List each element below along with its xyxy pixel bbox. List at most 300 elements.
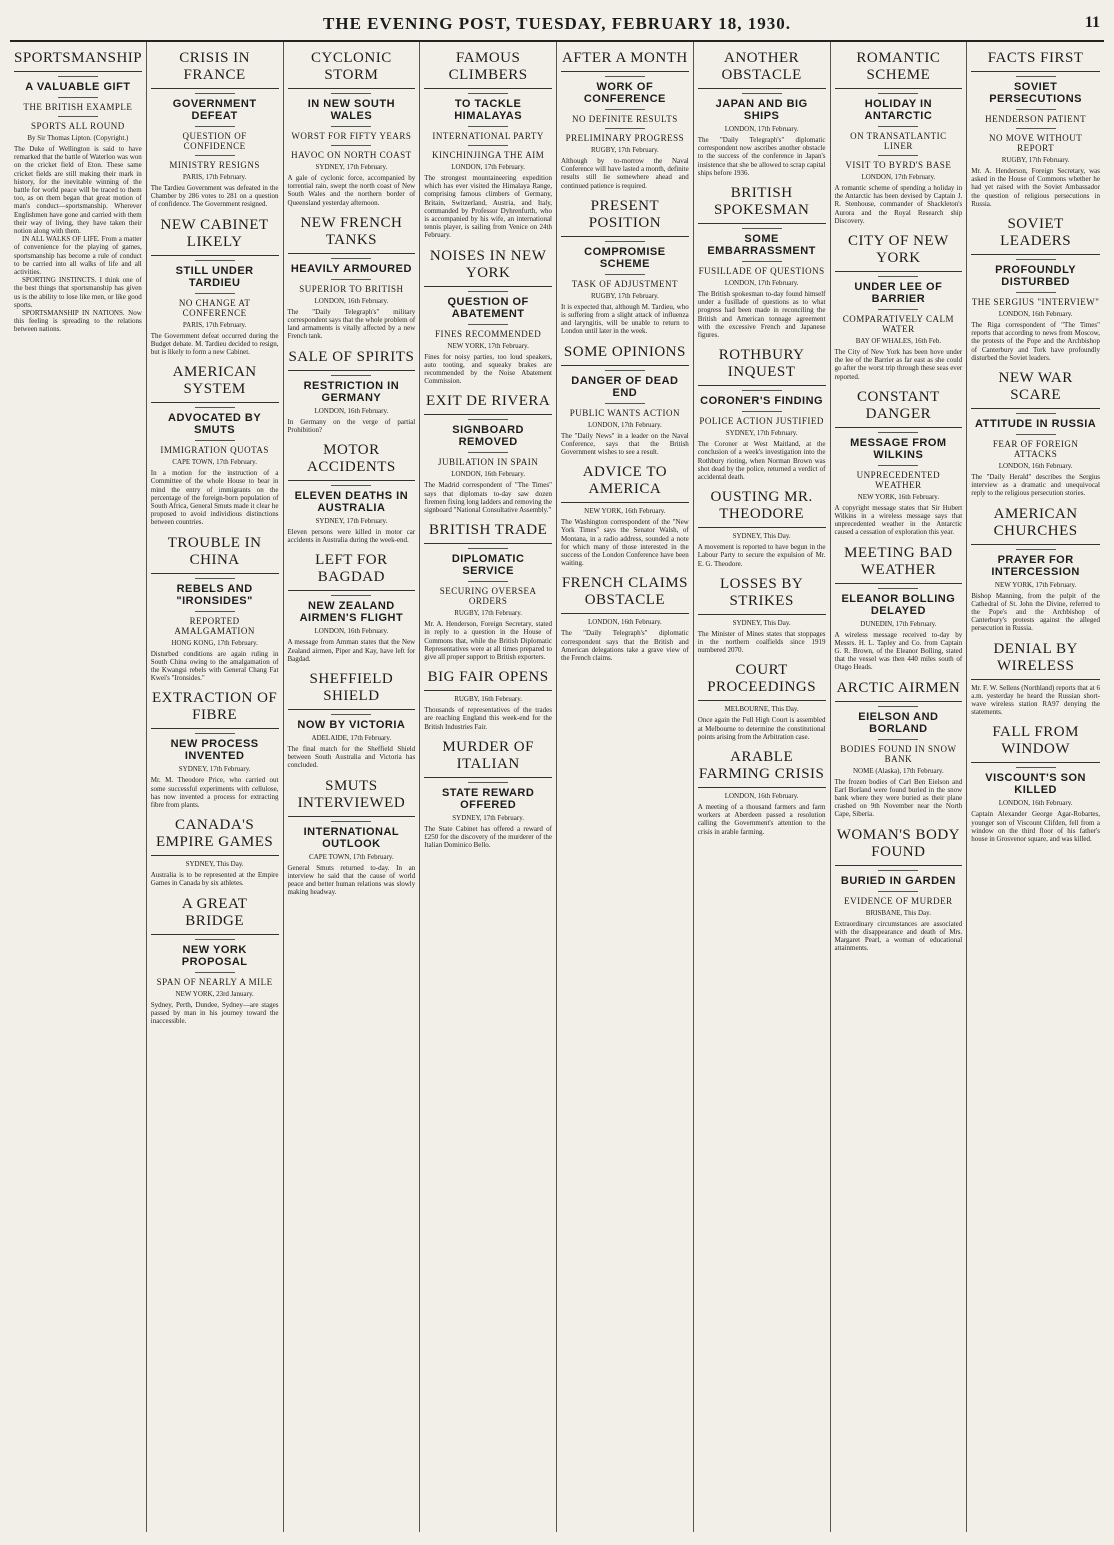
article-paragraph: Disturbed conditions are again ruling in South China owing to the amalgamation of the Kwangsi rebels with General Chang Fat Kwei's "Ironsides."	[150, 649, 279, 683]
divider	[331, 821, 371, 822]
divider	[58, 76, 98, 77]
article-paragraph: Although by to-morrow the Naval Conference will have lasted a month, definite results still lie somewhere ahead and continued patience is required.	[561, 157, 689, 190]
article-subhead: ELEANOR BOLLING DELAYED	[841, 592, 956, 617]
article-paragraph: Bishop Manning, from the pulpit of the Cathedral of St. John the Divine, referred to the Pope's and the Archbishop of Canterbury's protests against the alleged persecution in Russia.	[971, 591, 1100, 633]
article	[14, 50, 142, 334]
article-paragraph: IN ALL WALKS OF LIFE. From a matter of convenience for the playing of games, sportsmanship has become a rule of conduct to be carried into all walks of life and all activities.	[14, 235, 142, 277]
article-headline: FRENCH CLAIMS OBSTACLE	[561, 575, 689, 614]
divider	[742, 411, 782, 412]
page-number: 11	[1084, 14, 1100, 31]
article-paragraph: Sydney, Perth, Dundee, Sydney—are stages passed by man in his journey toward the inaccessible.	[150, 1000, 279, 1026]
article-subhead: FUSILLADE OF QUESTIONS	[698, 266, 825, 277]
article-headline: NEW FRENCH TANKS	[288, 215, 416, 254]
article-headline: AMERICAN SYSTEM	[151, 364, 279, 403]
article-subhead: INTERNATIONAL PARTY	[432, 131, 544, 141]
article-paragraph: SPORTSMANSHIP IN NATIONS. Now this feeling is spreading to the relations between nations.	[14, 309, 142, 334]
article-subhead: THE BRITISH EXAMPLE	[23, 102, 133, 112]
article	[424, 739, 552, 850]
article-paragraph: A message from Amman states that the New Zealand airmen, Piper and Kay, have left for Bagdad.	[287, 638, 416, 663]
divider	[1016, 767, 1056, 768]
divider	[468, 581, 508, 582]
divider	[605, 274, 645, 275]
divider	[605, 241, 645, 242]
article-subhead: JUBILATION IN SPAIN	[438, 457, 539, 468]
divider	[468, 126, 508, 127]
article-headline: CONSTANT DANGER	[835, 389, 963, 428]
article-headline: AFTER A MONTH	[561, 50, 689, 72]
article-subhead: DANGER OF DEAD END	[571, 374, 679, 399]
dateline: NOME (Alaska), 17th February.	[853, 766, 944, 775]
article	[288, 552, 416, 663]
article-subhead: SIGNBOARD REMOVED	[452, 424, 524, 449]
divider	[58, 116, 98, 117]
dateline: LONDON, 17th February.	[724, 279, 799, 288]
article	[971, 50, 1100, 208]
divider	[605, 128, 645, 129]
article	[698, 662, 826, 741]
article-subhead: TASK OF ADJUSTMENT	[571, 278, 679, 289]
article-paragraph: A romantic scheme of spending a holiday in the Antarctic has been devised by Captain J. R. Stenhouse, commander of Shackleton's Aurora and the Royal Research ship Discovery.	[834, 184, 963, 225]
article-paragraph: The "Daily News" in a leader on the Naval Conference, says that the British Government wishes to see a result.	[561, 431, 689, 457]
divider	[331, 93, 371, 94]
article-subhead: EVIDENCE OF MURDER	[844, 895, 953, 906]
article-headline: FALL FROM WINDOW	[971, 724, 1100, 763]
divider	[195, 972, 235, 973]
dateline: MELBOURNE, This Day.	[724, 705, 799, 714]
article-subhead: KINCHINJINGA THE AIM	[431, 150, 545, 160]
article-subhead: FINES RECOMMENDED	[434, 328, 542, 339]
article	[835, 827, 963, 953]
article-subhead: NEW YORK PROPOSAL	[181, 943, 248, 968]
article-headline: LEFT FOR BAGDAD	[288, 552, 416, 591]
dateline: SYDNEY, 17th February.	[315, 163, 388, 171]
article-paragraph: Fines for noisy parties, too loud speakers, auto tooting, and squeaky brakes are recommended by the Noise Abatement Commission.	[424, 352, 552, 386]
article-headline: BRITISH SPOKESMAN	[698, 185, 826, 224]
article-paragraph: Mr. F. W. Sellens (Northland) reports that at 6 a.m. yesterday he heard the Russian short-wave wireless station RA97 denying the statements.	[971, 683, 1100, 717]
article	[151, 817, 279, 887]
divider	[195, 578, 235, 579]
article-subhead: A VALUABLE GIFT	[25, 81, 131, 93]
dateline: LONDON, 16th February.	[998, 310, 1073, 319]
article-subhead: COMPROMISE SCHEME	[584, 245, 666, 270]
article-headline: LOSSES BY STRIKES	[698, 576, 826, 615]
article-subhead: UNPRECEDENTED WEATHER	[856, 469, 941, 490]
article-paragraph: A wireless message received to-day by Messrs. H. L. Tapley and Co. from Captain G. R. Brown, of the Eleanor Bolling, stated that the vessel was then 440 miles south of Otago Heads.	[834, 630, 963, 672]
article-subhead: REBELS AND "IRONSIDES"	[176, 582, 253, 607]
article-subhead: ATTITUDE IN RUSSIA	[975, 418, 1097, 431]
article-subhead: SUPERIOR TO BRITISH	[299, 283, 404, 294]
article	[835, 389, 963, 537]
article-subhead: GOVERNMENT DEFEAT	[172, 98, 257, 122]
article-paragraph: Eleven persons were killed in motor car accidents in Australia during the week-end.	[287, 528, 416, 545]
divider	[468, 782, 508, 783]
divider	[878, 276, 918, 277]
dateline: RUGBY, 17th February.	[454, 609, 523, 618]
dateline: LONDON, 16th February.	[724, 792, 799, 801]
article-subhead: QUESTION OF ABATEMENT	[447, 295, 529, 320]
article-headline: NEW WAR SCARE	[971, 370, 1100, 409]
news-column	[694, 42, 831, 1532]
article-headline: ADVICE TO AMERICA	[561, 464, 689, 503]
article-paragraph: Mr. A. Henderson, Foreign Secretary, was asked in the House of Commons whether he had yet raised with the Soviet Ambassador the question of religious persecutions in Russia.	[971, 167, 1100, 208]
dateline: DUNEDIN, 17th February.	[860, 619, 937, 628]
article-headline: SMUTS INTERVIEWED	[288, 778, 416, 817]
dateline: RUGBY, 17th February.	[590, 291, 659, 300]
article-paragraph: The Madrid correspondent of "The Times" says that diplomats to-day saw dozen firemen fixing long ladders and removing the signboard "National Consultative Assembly."	[424, 481, 552, 515]
divider	[878, 465, 918, 466]
dateline: SYDNEY, This Day.	[732, 532, 791, 541]
article-subhead: HEAVILY ARMOURED	[290, 262, 412, 275]
article-paragraph: Extraordinary circumstances are associated with the disappearance and death of Mrs. Margaret Pearl, a woman of educational attainments.	[834, 919, 963, 953]
article	[424, 393, 552, 514]
article-headline: OUSTING MR. THEODORE	[698, 489, 826, 528]
article	[288, 50, 416, 207]
article-headline: BIG FAIR OPENS	[424, 669, 552, 691]
article-headline: CYCLONIC STORM	[288, 50, 416, 89]
divider	[195, 293, 235, 294]
article-paragraph: Thousands of representatives of the trades are reaching England this week-end for the British Industries Fair.	[424, 706, 552, 731]
article-headline: ROTHBURY INQUEST	[698, 347, 826, 386]
divider	[331, 375, 371, 376]
article-paragraph: The "Daily Telegraph's" diplomatic correspondent says that the British and American delegations take a grave view of the French claims.	[561, 629, 689, 663]
article	[971, 724, 1100, 843]
article	[151, 535, 279, 683]
article-paragraph: A copyright message states that Sir Hubert Wilkins in a wireless message says that unprecedented weather in the Antarctic caused a cessation of exploration this year.	[834, 503, 963, 537]
article	[971, 641, 1100, 717]
article-paragraph: Australia is to be represented at the Empire Games in Canada by six athletes.	[150, 871, 279, 888]
article-headline: NOISES IN NEW YORK	[424, 248, 552, 287]
divider	[195, 126, 235, 127]
article-subhead: NOW BY VICTORIA	[297, 719, 406, 732]
article-headline: PRESENT POSITION	[561, 198, 689, 237]
article-headline: SHEFFIELD SHIELD	[288, 671, 416, 710]
divider	[195, 155, 235, 156]
article-headline: WOMAN'S BODY FOUND	[835, 827, 963, 866]
article-headline: FAMOUS CLIMBERS	[424, 50, 552, 89]
article-subhead: SOME EMBARRASSMENT	[707, 233, 816, 258]
article	[151, 217, 279, 357]
article-subhead: PRELIMINARY PROGRESS	[565, 133, 685, 143]
article	[698, 576, 826, 655]
article	[288, 442, 416, 544]
dateline: NEW YORK, 16th February.	[584, 507, 666, 516]
article	[561, 50, 689, 190]
divider	[605, 76, 645, 77]
article-subhead: DIPLOMATIC SERVICE	[451, 553, 525, 578]
divider	[195, 611, 235, 612]
article-paragraph: The Government defeat occurred during the Budget debate. M. Tardieu decided to resign, but is likely to form a new Cabinet.	[150, 331, 279, 357]
article-subhead: HENDERSON PATIENT	[985, 114, 1087, 124]
article	[424, 248, 552, 386]
article-headline: MEETING BAD WEATHER	[835, 545, 963, 584]
newspaper-title: THE EVENING POST, TUESDAY, FEBRUARY 18, 1930.	[323, 14, 791, 33]
article	[288, 778, 416, 897]
article-subhead: BODIES FOUND IN SNOW BANK	[840, 743, 957, 764]
article-paragraph: It is expected that, although M. Tardieu, who is suffering from a slight attack of influenza and laryngitis, will be unable to return to London until later in the week.	[561, 302, 689, 336]
article-subhead: SPAN OF NEARLY A MILE	[156, 976, 273, 987]
article-headline: NEW CABINET LIKELY	[151, 217, 279, 256]
article-paragraph: The British spokesman to-day found himself under a fusillade of questions as to what progress had been made in reconciling the British and American tonnage agreement with the excessive French and Japanese figures.	[697, 290, 826, 340]
divider	[742, 390, 782, 391]
divider	[742, 261, 782, 262]
article-paragraph: Mr. A. Henderson, Foreign Secretary, stated in reply to a question in the House of Commons that, while the British Diplomatic Representatives were at all times prepared to give all proper support to British exporters.	[424, 620, 552, 662]
article-paragraph: A meeting of a thousand farmers and farm workers at Aberdeen passed a resolution calling the Government's attention to the crisis in arable farming.	[697, 803, 826, 836]
article-headline: ROMANTIC SCHEME	[835, 50, 963, 89]
article-subhead: FEAR OF FOREIGN ATTACKS	[992, 439, 1079, 460]
article	[561, 344, 689, 457]
divider	[605, 403, 645, 404]
article	[835, 50, 963, 225]
divider	[331, 258, 371, 259]
article	[424, 522, 552, 661]
article-paragraph: General Smuts returned to-day. In an interview he said that the cause of world peace and better human relations was slowly making headway.	[287, 863, 416, 897]
news-column	[831, 42, 968, 1532]
article-subhead: NEW PROCESS INVENTED	[170, 738, 259, 763]
divider	[742, 228, 782, 229]
article-paragraph: In a motion for the instruction of a Committee of the whole House to bear in mind the entry of immigrants on the percentage of the foreign-born population of South Africa, General Smuts made it clear he proposed to avoid individious distinctions between countries.	[150, 469, 279, 527]
byline: By Sir Thomas Lipton. (Copyright.)	[27, 134, 129, 142]
article-paragraph: The "Daily Telegraph's" diplomatic correspondent now ascribes another obstacle to the success of the conference in Japan's insistence that she be allowed to scrap capital ships before 1936.	[697, 136, 826, 177]
article-subhead: COMPARATIVELY CALM WATER	[842, 314, 954, 335]
news-column	[420, 42, 557, 1532]
article-headline: A GREAT BRIDGE	[151, 896, 279, 935]
article-subhead: NO MOVE WITHOUT REPORT	[988, 133, 1083, 153]
article-subhead: HOLIDAY IN ANTARCTIC	[864, 98, 933, 122]
article-subhead: BURIED IN GARDEN	[840, 874, 956, 887]
dateline: LONDON, 16th February.	[451, 470, 526, 479]
article	[561, 198, 689, 336]
divider	[878, 309, 918, 310]
divider	[195, 440, 235, 441]
news-column	[284, 42, 421, 1532]
article-subhead: WORST FOR FIFTY YEARS	[291, 131, 412, 141]
dateline: SYDNEY, 17th February.	[178, 765, 251, 774]
article-headline: AMERICAN CHURCHES	[971, 506, 1100, 545]
dateline: NEW YORK, 17th February.	[447, 341, 529, 350]
dateline: SYDNEY, This Day.	[185, 860, 244, 869]
dateline: NEW YORK, 17th February.	[994, 580, 1077, 589]
divider	[1016, 128, 1056, 129]
article-headline: SALE OF SPIRITS	[288, 349, 416, 371]
article-subhead: SPORTS ALL ROUND	[31, 121, 125, 131]
article-paragraph: SPORTING INSTINCTS. I think one of the best things that sportsmanship has given us is the ability to lose like men, or like good sports.	[14, 276, 142, 309]
news-column	[967, 42, 1104, 1532]
article-subhead: WORK OF CONFERENCE	[583, 81, 666, 105]
divider	[468, 145, 508, 146]
dateline: SYDNEY, This Day.	[732, 618, 791, 627]
article-subhead: PROFOUNDLY DISTURBED	[995, 264, 1077, 289]
article	[971, 506, 1100, 633]
dateline: RUGBY, 16th February.	[454, 695, 523, 704]
divider	[331, 279, 371, 280]
article-subhead: SOVIET PERSECUTIONS	[989, 81, 1083, 105]
divider	[878, 891, 918, 892]
divider	[1016, 259, 1056, 260]
dateline: LONDON, 17th February.	[861, 173, 936, 181]
article	[151, 364, 279, 526]
article	[971, 370, 1100, 498]
article-headline: SOME OPINIONS	[561, 344, 689, 366]
dateline: LONDON, 17th February.	[451, 163, 526, 171]
article-paragraph: The State Cabinet has offered a reward of £250 for the discovery of the murderer of the Italian Dominico Bello.	[424, 824, 552, 850]
dateline: LONDON, 17th February.	[724, 125, 799, 133]
article-paragraph: Mr. M. Theodore Price, who carried out some successful experiments with cellulose, has now invented a process for extracting fibre from plants.	[150, 776, 279, 810]
divider	[1016, 109, 1056, 110]
divider	[878, 706, 918, 707]
article-subhead: RESTRICTION IN GERMANY	[303, 379, 400, 404]
divider	[742, 93, 782, 94]
article	[151, 690, 279, 809]
divider	[195, 733, 235, 734]
dateline: BRISBANE, This Day.	[865, 908, 931, 917]
article-paragraph: Once again the Full High Court is assembled at Melbourne to determine the constitutional points arising from the Arbitration case.	[697, 716, 826, 741]
article	[151, 50, 279, 209]
article-headline: EXIT DE RIVERA	[424, 393, 552, 415]
article	[151, 896, 279, 1026]
article	[698, 749, 826, 836]
divider	[468, 419, 508, 420]
dateline: RUGBY, 17th February.	[1001, 156, 1070, 164]
dateline: BAY OF WHALES, 16th Feb.	[855, 337, 942, 346]
article-headline: CITY OF NEW YORK	[835, 233, 963, 272]
article-paragraph: The "Daily Herald" describes the Sergius interview as a dramatic and unequivocal reply to the religious persecution stories.	[971, 473, 1100, 498]
article-paragraph: A movement is reported to have begun in the Labour Party to secure the expulsion of Mr. E. G. Theodore.	[697, 543, 826, 568]
article-headline: MOTOR ACCIDENTS	[288, 442, 416, 481]
dateline: SYDNEY, 17th February.	[452, 813, 524, 822]
article-subhead: ON TRANSATLANTIC LINER	[850, 131, 947, 151]
article-headline: CANADA'S EMPIRE GAMES	[151, 817, 279, 856]
divider	[331, 485, 371, 486]
divider	[605, 109, 645, 110]
article-subhead: HAVOC ON NORTH COAST	[291, 150, 412, 160]
article	[698, 185, 826, 339]
divider	[331, 714, 371, 715]
divider	[1016, 292, 1056, 293]
article-paragraph: The strongest mountaineering expedition which has ever visited the Himalaya Range, comprising famous climbers of Germany, Britain, Switzerland, Austria, and Italy, commanded by Professor Dyhrenfurth, who is accompanied by his wife, an international tennis player, is sailing from Venice on 24th February.	[424, 174, 552, 240]
article-subhead: CORONER'S FINDING	[700, 395, 824, 408]
article	[288, 671, 416, 770]
article-subhead: MINISTRY RESIGNS	[169, 160, 260, 170]
article-paragraph: The Riga correspondent of "The Times" reports that according to news from Moscow, the protests of the Pope and the Archbishop of Canterbury and Tork have profoundly disturbed the Soviet leaders.	[971, 321, 1100, 362]
article-headline: SOVIET LEADERS	[971, 216, 1100, 255]
article-subhead: SECURING OVERSEA ORDERS	[439, 586, 537, 607]
article-headline: DENIAL BY WIRELESS	[971, 641, 1100, 680]
article-subhead: PRAYER FOR INTERCESSION	[991, 553, 1080, 578]
article	[698, 489, 826, 568]
dateline: LONDON, 16th February.	[998, 799, 1073, 808]
article	[971, 216, 1100, 362]
article-subhead: QUESTION OF CONFIDENCE	[182, 131, 247, 151]
article-paragraph: The Minister of Mines states that stoppages in the northern coalfields since 1919 numbered 2070.	[697, 629, 826, 655]
dateline: LONDON, 17th February.	[587, 420, 662, 429]
article-paragraph: The Tardieu Government was defeated in the Chamber by 286 votes to 281 on a question of confidence. The Government resigned.	[150, 184, 279, 209]
dateline: LONDON, 16th February.	[314, 296, 389, 305]
news-column	[147, 42, 284, 1532]
divider	[331, 145, 371, 146]
article	[835, 680, 963, 819]
divider	[331, 126, 371, 127]
dateline: LONDON, 16th February.	[587, 618, 662, 627]
dateline: PARIS, 17th February.	[182, 173, 247, 181]
article-paragraph: The City of New York has been hove under the lee of the Barrier as far east as she could go after the worst trip through these seas ever reported.	[834, 348, 963, 381]
dateline: SYDNEY, 17th February.	[315, 517, 388, 526]
divider	[878, 870, 918, 871]
divider	[468, 291, 508, 292]
divider	[331, 595, 371, 596]
article-subhead: REPORTED AMALGAMATION	[174, 615, 255, 636]
article-subhead: STATE REWARD OFFERED	[441, 786, 535, 811]
divider	[468, 452, 508, 453]
dateline: ADELAIDE, 17th February.	[311, 734, 392, 743]
article-subhead: IN NEW SOUTH WALES	[307, 98, 396, 122]
divider	[878, 432, 918, 433]
article-paragraph: In Germany on the verge of partial Prohibition?	[287, 417, 416, 434]
article-subhead: PUBLIC WANTS ACTION	[569, 407, 681, 418]
article-headline: BRITISH TRADE	[424, 522, 552, 544]
news-column	[557, 42, 694, 1532]
article-headline: FACTS FIRST	[971, 50, 1100, 72]
article	[835, 233, 963, 381]
article-headline: ARCTIC AIRMEN	[835, 680, 963, 702]
divider	[1016, 413, 1056, 414]
dateline: CAPE TOWN, 17th February.	[309, 852, 394, 861]
dateline: LONDON, 16th February.	[314, 627, 389, 636]
article-subhead: NEW ZEALAND AIRMEN'S FLIGHT	[299, 600, 404, 625]
article-subhead: STILL UNDER TARDIEU	[175, 264, 254, 289]
divider	[195, 939, 235, 940]
article	[561, 575, 689, 662]
masthead	[10, 0, 1104, 42]
dateline: RUGBY, 17th February.	[590, 146, 659, 154]
article-headline: COURT PROCEEDINGS	[698, 662, 826, 701]
article-paragraph: The frozen bodies of Carl Ben Eielson and Earl Borland were found buried in the snow bank where they were buried as their plane crashed on 9th November near the North Cape, Siberia.	[834, 777, 963, 819]
article-subhead: EIELSON AND BORLAND	[858, 710, 939, 735]
article-subhead: NO DEFINITE RESULTS	[572, 114, 678, 124]
article-paragraph: The Duke of Wellington is said to have remarked that the battle of Waterloo was won on the cricket field of Eton. These same cricket fields are still making their mark in history, for the inevitable winning of the battle for world peace will be traced to them too, as on them began that great motion of man's conduct—sportsmanship. Wherever Englishmen have gone and carried with them their way of living, they have taken their notion along with them.	[14, 145, 142, 236]
divider	[878, 588, 918, 589]
divider	[878, 93, 918, 94]
divider	[195, 260, 235, 261]
article-subhead: VISIT TO BYRD'S BASE	[845, 160, 952, 170]
news-column	[10, 42, 147, 1532]
article-subhead: TO TACKLE HIMALAYAS	[454, 98, 523, 122]
article-headline: ARABLE FARMING CRISIS	[698, 749, 826, 788]
article-subhead: VISCOUNT'S SON KILLED	[985, 772, 1086, 797]
divider	[468, 93, 508, 94]
article-headline: EXTRACTION OF FIBRE	[151, 690, 279, 729]
article-subhead: IMMIGRATION QUOTAS	[160, 445, 269, 456]
article-paragraph: The "Daily Telegraph's" military correspondent says that the whole problem of land armaments is vitally affected by a new French tank.	[287, 307, 416, 341]
article-headline: MURDER OF ITALIAN	[424, 739, 552, 778]
article-paragraph: The Washington correspondent of the "New York Times" says the Senator Walsh, of Montana, in a radio address, sounded a note for which many of those interested in the success of the London Conference have been waiting.	[561, 518, 689, 568]
article-headline: CRISIS IN FRANCE	[151, 50, 279, 89]
article-headline: SPORTSMANSHIP	[14, 50, 142, 72]
divider	[1016, 434, 1056, 435]
article-subhead: UNDER LEE OF BARRIER	[854, 281, 943, 306]
article	[424, 669, 552, 731]
divider	[468, 324, 508, 325]
divider	[878, 739, 918, 740]
article	[288, 215, 416, 341]
divider	[58, 97, 98, 98]
article-paragraph: A gale of cyclonic force, accompanied by torrential rain, swept the north coast of New South Wales and the northern border of Queensland yesterday afternoon.	[287, 174, 416, 207]
article-subhead: NO CHANGE AT CONFERENCE	[178, 297, 251, 318]
article	[561, 464, 689, 567]
article	[288, 349, 416, 434]
divider	[605, 370, 645, 371]
columns	[10, 42, 1104, 1532]
dateline: LONDON, 16th February.	[998, 462, 1073, 471]
